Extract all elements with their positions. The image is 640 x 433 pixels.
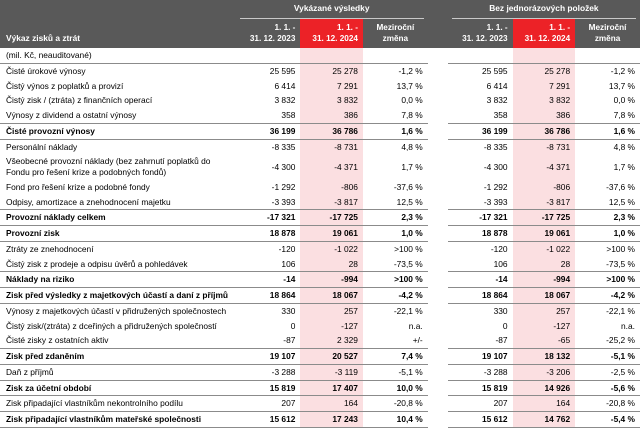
cell-adjusted-2023: 36 199 <box>448 123 513 139</box>
col-header-reported-2023-line2: 31. 12. 2023 <box>249 33 296 43</box>
cell-adjusted-2024: -4 371 <box>513 154 576 180</box>
cell-reported-change: -4,2 % <box>363 288 428 304</box>
column-gap <box>428 48 448 63</box>
cell-adjusted-change: n.a. <box>575 319 640 334</box>
cell-reported-2024: 25 278 <box>300 63 363 78</box>
col-header-reported-2023-line1: 1. 1. - <box>274 23 296 32</box>
col-header-adjusted-2024-line2: 31. 12. 2024 <box>524 33 571 43</box>
cell-adjusted-2023: -120 <box>448 241 513 256</box>
cell-adjusted-change: -2,5 % <box>575 364 640 380</box>
row-label: Fond pro řešení krize a podobné fondy <box>0 180 236 195</box>
table-row <box>0 154 640 180</box>
col-header-reported-2024-line2: 31. 12. 2024 <box>312 33 358 43</box>
column-gap <box>428 63 448 78</box>
cell-adjusted-2023: -4 300 <box>448 154 513 180</box>
cell-adjusted-2023: 3 832 <box>448 93 513 108</box>
cell-adjusted-2024: 18 067 <box>513 288 576 304</box>
table-row <box>0 349 640 365</box>
cell-reported-2024: 18 067 <box>300 288 363 304</box>
cell-adjusted-2023: 25 595 <box>448 63 513 78</box>
cell-reported-2024: -994 <box>300 272 363 288</box>
cell-reported-2024: -17 725 <box>300 210 363 226</box>
group-header-adjusted-label: Bez jednorázových položek <box>489 3 599 14</box>
table-body <box>0 48 640 427</box>
row-label: Náklady na riziko <box>0 272 236 288</box>
cell-adjusted-2024: 18 132 <box>513 349 576 365</box>
column-gap <box>428 412 448 428</box>
table-row <box>0 180 640 195</box>
cell-adjusted-2023: -14 <box>448 272 513 288</box>
row-label: Čisté zisky z ostatních aktiv <box>0 333 236 348</box>
cell-reported-2023: -8 335 <box>236 139 301 154</box>
table-row <box>0 108 640 123</box>
col-header-adjusted-2023 <box>448 19 513 48</box>
cell-reported-change: 1,7 % <box>363 154 428 180</box>
col-header-adjusted-2023-line2: 31. 12. 2023 <box>462 33 508 43</box>
cell-adjusted-2023: 15 612 <box>448 412 513 428</box>
cell-reported-2023: 3 832 <box>236 93 301 108</box>
cell-reported-2024: 19 061 <box>300 226 363 242</box>
cell-reported-2023: 15 819 <box>236 380 301 396</box>
row-label: Výnosy z dividend a ostatní výnosy <box>0 108 236 123</box>
col-header-reported-change-line2: změna <box>382 33 409 43</box>
cell-reported-2023: -3 288 <box>236 364 301 380</box>
cell-reported-2024: -1 022 <box>300 241 363 256</box>
cell-adjusted-2024: 257 <box>513 303 576 318</box>
row-label: Zisk za účetní období <box>0 380 236 396</box>
table-row <box>0 79 640 94</box>
cell-reported-2023: 18 878 <box>236 226 301 242</box>
cell-adjusted-change: -20,8 % <box>575 396 640 412</box>
cell-reported-change: -20,8 % <box>363 396 428 412</box>
cell-reported-change: >100 % <box>363 272 428 288</box>
col-header-adjusted-2024-line1: 1. 1. - <box>549 23 571 32</box>
cell-adjusted-change: -22,1 % <box>575 303 640 318</box>
cell-adjusted-change: -1,2 % <box>575 63 640 78</box>
column-gap <box>428 210 448 226</box>
cell-adjusted-2023: -3 393 <box>448 195 513 210</box>
table-row <box>0 210 640 226</box>
cell-reported-2023: -14 <box>236 272 301 288</box>
cell-reported-change: -73,5 % <box>363 257 428 272</box>
cell-reported-2024: -806 <box>300 180 363 195</box>
table-header <box>0 0 640 48</box>
row-label: Čistý zisk/(ztráta) z dceřiných a přidružených společností <box>0 319 236 334</box>
column-gap <box>428 226 448 242</box>
column-gap <box>428 123 448 139</box>
row-label: Zisk před zdaněním <box>0 349 236 365</box>
col-header-reported-2024-line1: 1. 1. - <box>337 23 358 32</box>
cell-reported-change: 10,4 % <box>363 412 428 428</box>
cell-adjusted-2024: 386 <box>513 108 576 123</box>
cell-adjusted-change: -73,5 % <box>575 257 640 272</box>
cell-adjusted-change: -5,4 % <box>575 412 640 428</box>
cell-adjusted-change: 13,7 % <box>575 79 640 94</box>
cell-adjusted-2023: 6 414 <box>448 79 513 94</box>
cell-adjusted-2023: 18 878 <box>448 226 513 242</box>
table-row <box>0 333 640 348</box>
cell-reported-change: -5,1 % <box>363 364 428 380</box>
cell-adjusted-2023: -87 <box>448 333 513 348</box>
row-label: Zisk připadající vlastníkům nekontrolního podílu <box>0 396 236 412</box>
cell-reported-2024: 28 <box>300 257 363 272</box>
table-row <box>0 380 640 396</box>
cell-adjusted-2024: 25 278 <box>513 63 576 78</box>
cell-reported-change: 12,5 % <box>363 195 428 210</box>
cell-reported-2023: 25 595 <box>236 63 301 78</box>
cell-reported-2024: 17 243 <box>300 412 363 428</box>
cell-adjusted-2023: 15 819 <box>448 380 513 396</box>
table-row <box>0 412 640 428</box>
row-label: Ztráty ze znehodnocení <box>0 241 236 256</box>
column-gap <box>428 257 448 272</box>
group-header-gap <box>428 0 448 19</box>
cell-reported-2024: -3 119 <box>300 364 363 380</box>
row-label: Výnosy z majetkových účastí v přidružených společnostech <box>0 303 236 318</box>
units-row <box>0 48 640 63</box>
cell-adjusted-2023: 330 <box>448 303 513 318</box>
col-header-reported-2024 <box>300 19 363 48</box>
table-row <box>0 396 640 412</box>
cell-adjusted-2024: -1 022 <box>513 241 576 256</box>
units-pad <box>448 48 513 63</box>
col-header-adjusted-change <box>575 19 640 48</box>
group-header-reported-rule <box>240 18 424 19</box>
cell-adjusted-2023: 19 107 <box>448 349 513 365</box>
column-gap <box>428 180 448 195</box>
row-label: Čisté provozní výnosy <box>0 123 236 139</box>
cell-adjusted-2023: -8 335 <box>448 139 513 154</box>
row-label: Zisk připadající vlastníkům mateřské společnosti <box>0 412 236 428</box>
group-header-adjusted-rule <box>452 18 636 19</box>
cell-reported-change: 7,8 % <box>363 108 428 123</box>
cell-reported-change: -22,1 % <box>363 303 428 318</box>
column-gap <box>428 396 448 412</box>
cell-adjusted-change: 4,8 % <box>575 139 640 154</box>
cell-reported-2023: 330 <box>236 303 301 318</box>
column-gap <box>428 139 448 154</box>
units-pad <box>236 48 301 63</box>
cell-adjusted-2023: -17 321 <box>448 210 513 226</box>
cell-reported-2023: 0 <box>236 319 301 334</box>
row-label: Čisté úrokové výnosy <box>0 63 236 78</box>
group-header-row <box>0 0 640 19</box>
cell-reported-2024: -3 817 <box>300 195 363 210</box>
row-label: Provozní náklady celkem <box>0 210 236 226</box>
cell-reported-2024: 386 <box>300 108 363 123</box>
cell-reported-2024: 7 291 <box>300 79 363 94</box>
cell-adjusted-2024: -994 <box>513 272 576 288</box>
group-header-adjusted <box>448 0 640 19</box>
table-row <box>0 272 640 288</box>
column-gap <box>428 333 448 348</box>
table-row <box>0 195 640 210</box>
cell-reported-2023: 106 <box>236 257 301 272</box>
column-gap <box>428 288 448 304</box>
column-gap <box>428 349 448 365</box>
cell-adjusted-change: 7,8 % <box>575 108 640 123</box>
column-gap <box>428 272 448 288</box>
group-header-reported <box>236 0 428 19</box>
cell-adjusted-change: -25,2 % <box>575 333 640 348</box>
cell-adjusted-2023: 18 864 <box>448 288 513 304</box>
cell-adjusted-2024: -3 206 <box>513 364 576 380</box>
cell-reported-change: 1,6 % <box>363 123 428 139</box>
table-row <box>0 257 640 272</box>
cell-reported-change: 7,4 % <box>363 349 428 365</box>
row-label: Odpisy, amortizace a znehodnocení majetku <box>0 195 236 210</box>
row-label: Personální náklady <box>0 139 236 154</box>
column-header-gap <box>428 19 448 48</box>
cell-reported-2023: 18 864 <box>236 288 301 304</box>
cell-adjusted-2023: 207 <box>448 396 513 412</box>
cell-adjusted-change: -4,2 % <box>575 288 640 304</box>
cell-reported-2023: 6 414 <box>236 79 301 94</box>
cell-adjusted-2023: -1 292 <box>448 180 513 195</box>
cell-reported-change: -1,2 % <box>363 63 428 78</box>
cell-adjusted-2024: -8 731 <box>513 139 576 154</box>
cell-adjusted-2024: -3 817 <box>513 195 576 210</box>
cell-adjusted-2023: 106 <box>448 257 513 272</box>
cell-reported-change: n.a. <box>363 319 428 334</box>
cell-adjusted-change: -5,6 % <box>575 380 640 396</box>
row-label: Čistý zisk z prodeje a odpisu úvěrů a pohledávek <box>0 257 236 272</box>
cell-reported-2023: -87 <box>236 333 301 348</box>
column-gap <box>428 364 448 380</box>
cell-reported-change: 10,0 % <box>363 380 428 396</box>
cell-adjusted-change: 2,3 % <box>575 210 640 226</box>
cell-reported-change: 4,8 % <box>363 139 428 154</box>
cell-adjusted-2024: 28 <box>513 257 576 272</box>
units-pad <box>300 48 363 63</box>
column-gap <box>428 303 448 318</box>
cell-adjusted-2023: 0 <box>448 319 513 334</box>
col-header-reported-change <box>363 19 428 48</box>
table-row <box>0 93 640 108</box>
col-header-adjusted-2024 <box>513 19 576 48</box>
cell-adjusted-change: -37,6 % <box>575 180 640 195</box>
cell-reported-2023: 207 <box>236 396 301 412</box>
cell-adjusted-change: 1,6 % <box>575 123 640 139</box>
cell-adjusted-2024: -65 <box>513 333 576 348</box>
cell-reported-2023: 15 612 <box>236 412 301 428</box>
cell-adjusted-2024: 3 832 <box>513 93 576 108</box>
units-pad <box>513 48 576 63</box>
cell-reported-2023: 36 199 <box>236 123 301 139</box>
row-label: Čistý výnos z poplatků a provizí <box>0 79 236 94</box>
cell-reported-2023: -17 321 <box>236 210 301 226</box>
cell-reported-2024: -8 731 <box>300 139 363 154</box>
units-pad <box>363 48 428 63</box>
cell-reported-2024: 257 <box>300 303 363 318</box>
col-header-reported-2023 <box>236 19 301 48</box>
column-gap <box>428 241 448 256</box>
column-gap <box>428 195 448 210</box>
table-row <box>0 364 640 380</box>
table-row <box>0 241 640 256</box>
cell-adjusted-2024: 7 291 <box>513 79 576 94</box>
cell-adjusted-2024: 19 061 <box>513 226 576 242</box>
cell-adjusted-change: 12,5 % <box>575 195 640 210</box>
cell-adjusted-2024: 14 762 <box>513 412 576 428</box>
table-row <box>0 139 640 154</box>
group-header-reported-label: Vykázané výsledky <box>293 3 370 14</box>
row-label: Všeobecné provozní náklady (bez zahrnutí poplatků do Fondu pro řešení krize a podobných fondů) <box>0 154 236 180</box>
cell-reported-change: >100 % <box>363 241 428 256</box>
cell-reported-2023: -4 300 <box>236 154 301 180</box>
cell-adjusted-2024: 36 786 <box>513 123 576 139</box>
table-row <box>0 63 640 78</box>
cell-reported-2024: 3 832 <box>300 93 363 108</box>
cell-adjusted-2024: -806 <box>513 180 576 195</box>
row-label: Daň z příjmů <box>0 364 236 380</box>
cell-reported-2024: 20 527 <box>300 349 363 365</box>
cell-adjusted-change: >100 % <box>575 272 640 288</box>
cell-reported-change: 13,7 % <box>363 79 428 94</box>
column-gap <box>428 108 448 123</box>
cell-reported-change: -37,6 % <box>363 180 428 195</box>
col-header-adjusted-2023-line1: 1. 1. - <box>486 23 508 32</box>
cell-adjusted-change: 1,7 % <box>575 154 640 180</box>
cell-adjusted-2024: 14 926 <box>513 380 576 396</box>
cell-reported-2024: -127 <box>300 319 363 334</box>
cell-reported-change: +/- <box>363 333 428 348</box>
cell-adjusted-2024: -17 725 <box>513 210 576 226</box>
column-gap <box>428 93 448 108</box>
cell-adjusted-change: -5,1 % <box>575 349 640 365</box>
units-label: (mil. Kč, neauditované) <box>0 48 236 63</box>
column-gap <box>428 319 448 334</box>
col-header-adjusted-change-line2: změna <box>594 33 621 43</box>
cell-reported-2024: 164 <box>300 396 363 412</box>
table-row <box>0 226 640 242</box>
cell-adjusted-2024: -127 <box>513 319 576 334</box>
cell-reported-2023: -3 393 <box>236 195 301 210</box>
cell-reported-2023: 19 107 <box>236 349 301 365</box>
table-title: Výkaz zisků a ztrát <box>0 19 236 48</box>
cell-reported-2024: -4 371 <box>300 154 363 180</box>
cell-adjusted-change: 1,0 % <box>575 226 640 242</box>
cell-reported-2024: 2 329 <box>300 333 363 348</box>
cell-reported-change: 0,0 % <box>363 93 428 108</box>
cell-reported-change: 1,0 % <box>363 226 428 242</box>
table-row <box>0 303 640 318</box>
cell-reported-2023: 358 <box>236 108 301 123</box>
units-pad <box>575 48 640 63</box>
table-row <box>0 319 640 334</box>
cell-adjusted-2023: 358 <box>448 108 513 123</box>
table-row <box>0 123 640 139</box>
col-header-adjusted-change-line1: Meziroční <box>588 23 627 32</box>
cell-reported-2023: -1 292 <box>236 180 301 195</box>
cell-adjusted-2023: -3 288 <box>448 364 513 380</box>
cell-adjusted-change: 0,0 % <box>575 93 640 108</box>
cell-reported-2024: 17 407 <box>300 380 363 396</box>
cell-reported-2023: -120 <box>236 241 301 256</box>
row-label: Zisk před výsledky z majetkových účastí a daní z příjmů <box>0 288 236 304</box>
row-label: Čistý zisk / (ztráta) z finančních operací <box>0 93 236 108</box>
cell-adjusted-2024: 164 <box>513 396 576 412</box>
column-gap <box>428 79 448 94</box>
col-header-reported-change-line1: Meziroční <box>376 23 415 32</box>
cell-reported-change: 2,3 % <box>363 210 428 226</box>
row-label: Provozní zisk <box>0 226 236 242</box>
cell-adjusted-change: >100 % <box>575 241 640 256</box>
table-row <box>0 288 640 304</box>
column-gap <box>428 154 448 180</box>
cell-reported-2024: 36 786 <box>300 123 363 139</box>
group-header-spacer <box>0 0 236 19</box>
column-gap <box>428 380 448 396</box>
column-header-row <box>0 19 640 48</box>
